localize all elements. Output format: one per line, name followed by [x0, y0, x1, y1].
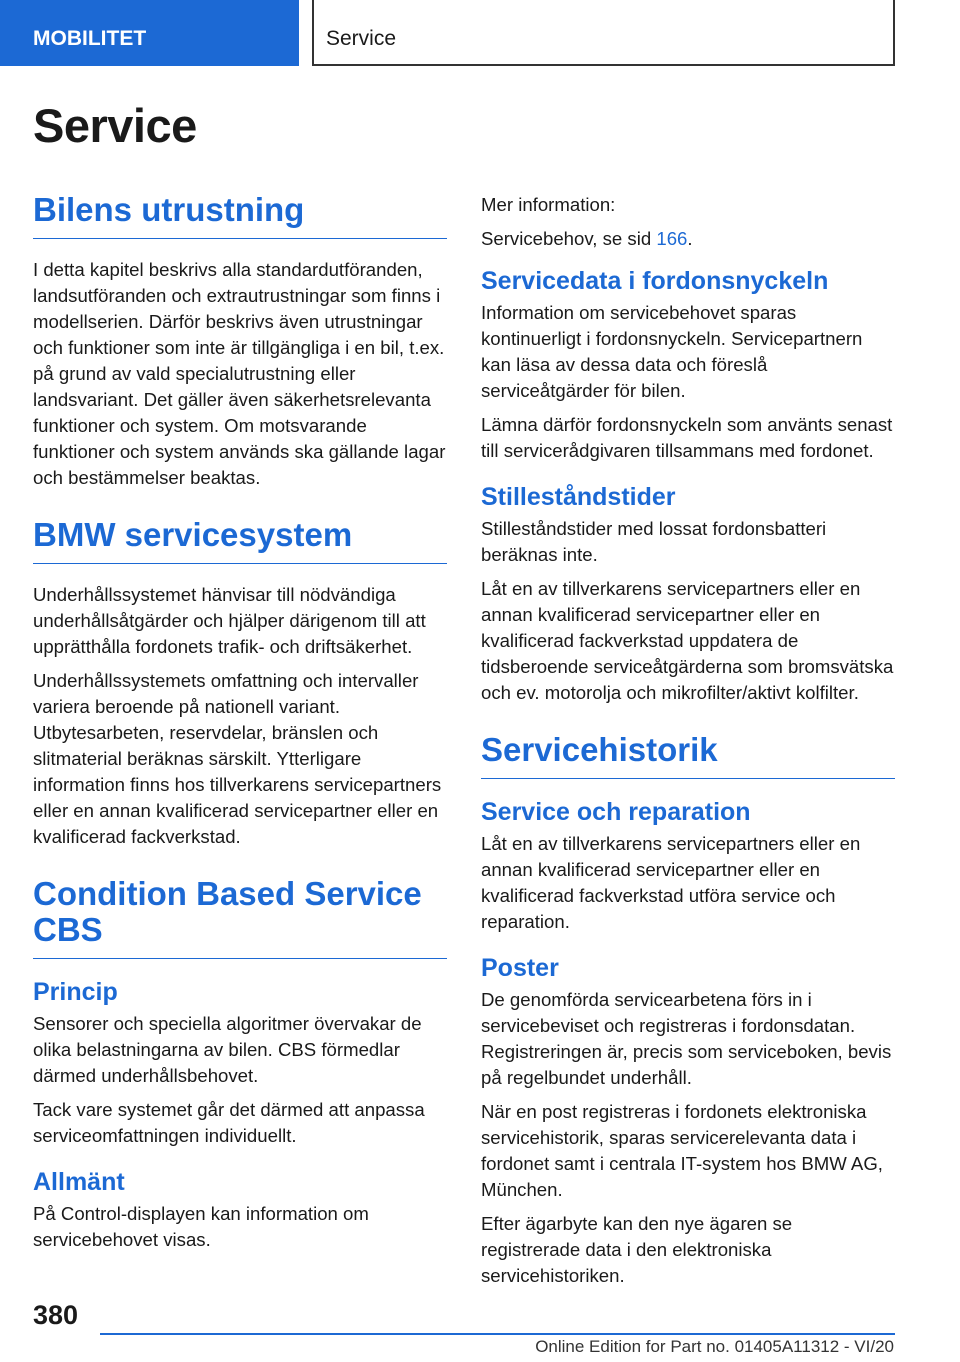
paragraph: Underhållssystemets omfattning och intervaller variera beroende på nationell variant. Utbytesarbeten, reservdelar, bränslen och slitmaterial beräknas särskilt. Ytterligare information finns hos tillverkarens servicepartners eller en annan kvalificerad servicepartner eller en kvalificerad fackverkstad.	[33, 670, 442, 847]
heading-allmant: Allmänt	[33, 1168, 125, 1196]
heading-cbs: Condition Based Service CBS	[33, 876, 447, 959]
paragraph: Mer information:	[481, 194, 616, 215]
paragraph: Information om servicebehovet sparas kontinuerligt i fordonsnyckeln. Servicepartnern kan läsa av dessa data och föreslå serviceåtgärder för bilen.	[481, 302, 863, 401]
paragraph: Lämna därför fordonsnyckeln som använts senast till servicerådgivaren tillsammans med fordonet.	[481, 414, 893, 461]
paragraph: Efter ägarbyte kan den nye ägaren se registrerade data i den elektroniska servicehistoriken.	[481, 1213, 793, 1286]
paragraph: Tack vare systemet går det därmed att anpassa serviceomfattningen individuellt.	[33, 1099, 425, 1146]
heading-bilens-utrustning: Bilens utrustning	[33, 192, 447, 239]
paragraph: När en post registreras i fordonets elektroniska servicehistorik, sparas servicerelevanta data i fordonet samt i centrala IT-system hos BMW AG, München.	[481, 1101, 883, 1200]
right-column	[481, 192, 895, 1297]
heading-service-och-reparation: Service och reparation	[481, 798, 751, 826]
paragraph: Stilleståndstider med lossat fordonsbatteri beräknas inte.	[481, 518, 827, 565]
edition-text: Online Edition for Part no. 01405A11312 - VI/20	[535, 1337, 894, 1356]
paragraph: De genomförda servicearbetena förs in i servicebeviset och registreras i fordonsdatan. Registreringen är, precis som serviceboken, bevis på regelbundet underhåll.	[481, 989, 892, 1088]
paragraph: I detta kapitel beskrivs alla standardutföranden, landsutföranden och extrautrustningar som finns i modellserien. Därför beskrivs även utrustningar och funktioner som inte är tillgängliga i en bil, t.ex. på grund av vald specialutrustning eller landsvariant. Det gäller även säkerhetsrelevanta funktioner och system. Om motsvarande funktioner och system används ska gällande lagar och bestämmelser beaktas.	[33, 259, 446, 488]
page-reference-link[interactable]: 166	[656, 228, 688, 249]
heading-servicedata: Servicedata i fordonsnyckeln	[481, 267, 829, 295]
page-header	[0, 0, 960, 66]
heading-poster: Poster	[481, 954, 559, 982]
chapter-tab: MOBILITET	[0, 0, 299, 66]
left-column	[33, 192, 447, 1261]
section-tab: Service	[312, 0, 895, 66]
heading-princip: Princip	[33, 978, 118, 1006]
page-number: 380	[33, 1300, 79, 1330]
paragraph: Låt en av tillverkarens servicepartners eller en annan kvalificerad servicepartner eller en kvalificerad fackverkstad uppdatera de tidsberoende serviceåtgärderna som bromsvätska och ev. motorolja och mikrofilter/aktivt kolfilter.	[481, 578, 894, 703]
footer-divider	[100, 1333, 895, 1335]
paragraph: Underhållssystemet hänvisar till nödvändiga underhållsåtgärder och hjälper därigenom till att upprätthålla fordonets trafik- och driftsäkerhet.	[33, 584, 426, 657]
paragraph: På Control-displayen kan information om servicebehovet visas.	[33, 1203, 369, 1250]
heading-servicehistorik: Servicehistorik	[481, 732, 895, 779]
paragraph: Sensorer och speciella algoritmer övervakar de olika belastningarna av bilen. CBS förmedlar därmed underhållsbehovet.	[33, 1013, 422, 1086]
paragraph-reference: Servicebehov, se sid 166.	[481, 228, 693, 249]
heading-stillestandstider: Stilleståndstider	[481, 483, 676, 511]
page-title: Service	[33, 99, 197, 152]
heading-bmw-servicesystem: BMW servicesystem	[33, 517, 447, 564]
paragraph: Låt en av tillverkarens servicepartners eller en annan kvalificerad servicepartner eller en kvalificerad fackverkstad utföra service och reparation.	[481, 833, 861, 932]
